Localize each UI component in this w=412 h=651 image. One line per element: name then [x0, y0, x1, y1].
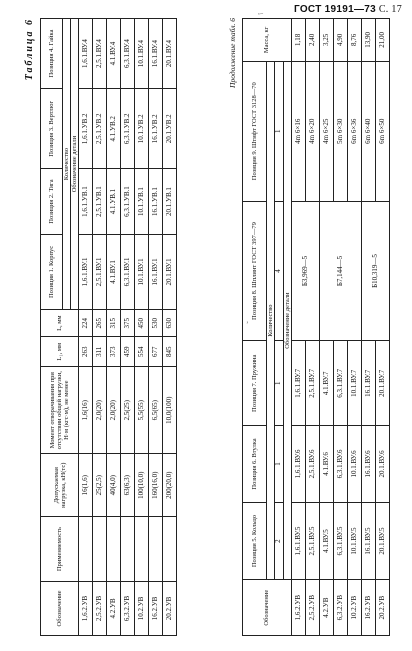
cell-pos2: 16.1.УВ.1	[149, 169, 163, 234]
rotated-table-page	[22, 16, 394, 636]
cell-pos5: 20.1.ВУ.5	[375, 502, 389, 580]
cell-pos6: 4.1.ВУ.6	[319, 426, 333, 503]
cell-pos5: 2,5.1.ВУ.5	[305, 502, 319, 580]
cell-mass: 13,90	[361, 19, 375, 62]
cell-pos5: 16.1.ВУ.5	[361, 502, 375, 580]
col-pos4: Позиция 4. Гайка	[41, 19, 63, 89]
cell-pos3: 2,5.1.УВ.2	[93, 89, 107, 169]
cell-pos1: 16.1.ВУ.1	[149, 234, 163, 310]
cell-moment: 1,6(16)	[79, 367, 93, 454]
cell-pos3: 16.1.УВ.2	[149, 89, 163, 169]
cell-pos1: 10.1.ВУ.1	[135, 234, 149, 310]
table-row	[93, 19, 107, 636]
cell-pos4: 6,3.1.ВУ.4	[121, 19, 135, 89]
col-mass: Масса, кг	[243, 19, 292, 62]
cell-l: 530	[149, 310, 163, 337]
cell-designation: 4.2.УВ	[107, 581, 121, 635]
cell-pos1: 6,3.1.ВУ.1	[121, 234, 135, 310]
cell-applicability	[121, 517, 135, 582]
cell-pos6: 1,6.1.ВУ.6	[291, 426, 305, 503]
table-row	[291, 19, 305, 636]
cell-designation: 16.2.УВ	[361, 580, 375, 636]
detail2-header: Обозначение детали	[283, 61, 291, 580]
cell-pos7: 2,5.1.ВУ.7	[305, 341, 319, 426]
scan-mark-mid: ’	[246, 320, 249, 329]
cell-pos5: 4.1.ВУ.5	[319, 502, 333, 580]
qty-pos7: 1	[275, 341, 284, 426]
cell-moment: 2,0(20)	[93, 367, 107, 454]
cell-designation: 1,6.2.УВ	[79, 581, 93, 635]
cell-pos7: 1,6.1.ВУ.7	[291, 341, 305, 426]
cell-applicability	[149, 517, 163, 582]
cell-pos6: 6,3.1.ВУ.6	[333, 426, 347, 503]
qty-pos8: 4	[275, 201, 284, 341]
cell-pos9: 4m 6×25	[319, 61, 333, 201]
cell-moment: 2,5(25)	[121, 367, 135, 454]
col-pos1: Позиция 1. Корпус	[41, 234, 63, 310]
cell-pos7: 4.1.ВУ.7	[319, 341, 333, 426]
cell-l1: 554	[135, 337, 149, 367]
cell-pos5: 6,3.1.ВУ.5	[333, 502, 347, 580]
cell-load: 40(4,0)	[107, 454, 121, 517]
cell-pos7: 6,3.1.ВУ.7	[333, 341, 347, 426]
standard-code: ГОСТ 19191—73	[294, 4, 377, 15]
col-pos9: Позиция 9. Штифт ГОСТ 3128—70	[243, 61, 267, 201]
cell-l1: 311	[93, 337, 107, 367]
cell-pos6: 10.1.ВУ.6	[347, 426, 361, 503]
scan-mark: ″˜	[258, 12, 264, 20]
continuation-label: Продолжение табл. 6	[228, 18, 237, 88]
cell-load: 25(2,5)	[93, 454, 107, 517]
cell-l: 450	[135, 310, 149, 337]
cell-applicability	[163, 517, 177, 582]
qty-pos6: 1	[275, 426, 284, 503]
cell-designation: 6,3.2.УВ	[121, 581, 135, 635]
cell-moment: 5,5(55)	[135, 367, 149, 454]
col-pos2: Позиция 2. Тяга	[41, 169, 63, 234]
qty2-header: Количество	[267, 61, 275, 580]
cell-pos4: 1,6.1.ВУ.4	[79, 19, 93, 89]
cell-pos2: 1,6.1.УВ.1	[79, 169, 93, 234]
cell-designation: 2,5.2.УВ	[93, 581, 107, 635]
table-6-part2	[242, 18, 390, 636]
cell-pos8: Б10,319—5	[361, 201, 389, 341]
cell-pos1: 1,6.1.ВУ.1	[79, 234, 93, 310]
cell-pos9: 4m 6×16	[291, 61, 305, 201]
cell-pos4: 20.1.ВУ.4	[163, 19, 177, 89]
col-pos8: Позиция 8. Шплинт ГОСТ 397—79	[243, 201, 267, 341]
table-row	[135, 19, 149, 636]
cell-designation: 16.2.УВ	[149, 581, 163, 635]
cell-pos5: 10.1.ВУ.5	[347, 502, 361, 580]
cell-pos9: 6m 6×50	[375, 61, 389, 201]
cell-load: 100(10,0)	[135, 454, 149, 517]
cell-l: 315	[107, 310, 121, 337]
col-pos5: Позиция 5. Кольцо	[243, 502, 267, 580]
cell-pos9: 6m 6×40	[361, 61, 375, 201]
cell-load: 160(16,0)	[149, 454, 163, 517]
cell-applicability	[79, 517, 93, 582]
col-pos7: Позиция 7. Пружина	[243, 341, 267, 426]
cell-load: 63(6,3)	[121, 454, 135, 517]
table-row	[79, 19, 93, 636]
cell-pos9: 5m 6×30	[333, 61, 347, 201]
col-applicability: Применяемость	[41, 517, 79, 582]
cell-designation: 20.2.УВ	[375, 580, 389, 636]
cell-moment: 6,5(65)	[149, 367, 163, 454]
cell-pos1: 2,5.1.ВУ.1	[93, 234, 107, 310]
table-row	[121, 19, 135, 636]
cell-l1: 845	[163, 337, 177, 367]
qty-pos9: 1	[275, 61, 284, 201]
col-pos3: Позиция 3. Вертлюг	[41, 89, 63, 169]
table-row	[319, 19, 333, 636]
cell-pos8: Б7,144—5	[319, 201, 361, 341]
col-l1: L₁, мм	[41, 337, 79, 367]
cell-designation: 2,5.2.УВ	[305, 580, 319, 636]
detail-header: Обозначение детали	[71, 19, 79, 310]
cell-pos6: 2,5.1.ВУ.6	[305, 426, 319, 503]
cell-load: 200(20,0)	[163, 454, 177, 517]
cell-designation: 10.2.УВ	[135, 581, 149, 635]
cell-load: 16(1,6)	[79, 454, 93, 517]
table-row	[149, 19, 163, 636]
cell-pos9: 6m 6×36	[347, 61, 361, 201]
cell-l: 375	[121, 310, 135, 337]
cell-moment: 10,0(100)	[163, 367, 177, 454]
col-load: Допускаемая нагрузка, кН(тс)	[41, 454, 79, 517]
cell-mass: 21,00	[375, 19, 389, 62]
cell-mass: 4,90	[333, 19, 347, 62]
cell-pos2: 10.1.УВ.1	[135, 169, 149, 234]
cell-pos3: 1,6.1.УВ.2	[79, 89, 93, 169]
col-moment: Момент отворачивания при отсутствии общей нагрузки, Н·м (кгс·м), не менее	[41, 367, 79, 454]
cell-pos2: 4.1.УВ.1	[107, 169, 121, 234]
cell-pos7: 16.1.ВУ.7	[361, 341, 375, 426]
cell-pos7: 10.1.ВУ.7	[347, 341, 361, 426]
cell-mass: 1,18	[291, 19, 305, 62]
cell-pos2: 20.1.УВ.1	[163, 169, 177, 234]
cell-pos2: 6,3.1.УВ.1	[121, 169, 135, 234]
page-header	[294, 4, 402, 15]
cell-mass: 8,76	[347, 19, 361, 62]
cell-pos4: 4.1.ВУ.4	[107, 19, 121, 89]
cell-l1: 459	[121, 337, 135, 367]
cell-pos3: 20.1.УВ.2	[163, 89, 177, 169]
cell-designation: 1,6.2.УВ	[291, 580, 305, 636]
cell-pos2: 2,5.1.УВ.1	[93, 169, 107, 234]
cell-l: 630	[163, 310, 177, 337]
qty-pos5: 2	[275, 502, 284, 580]
table-row	[361, 19, 375, 636]
col-l: L, мм	[41, 310, 79, 337]
cell-pos3: 4.1.УВ.2	[107, 89, 121, 169]
cell-pos4: 2,5.1.ВУ.4	[93, 19, 107, 89]
cell-pos9: 4m 6×20	[305, 61, 319, 201]
cell-pos3: 6,3.1.УВ.2	[121, 89, 135, 169]
cell-designation: 20.2.УВ	[163, 581, 177, 635]
col-pos6: Позиция 6. Втулка	[243, 426, 267, 503]
col-designation: Обозначение	[41, 581, 79, 635]
cell-pos8: Б3,969—5	[291, 201, 319, 341]
cell-l: 224	[79, 310, 93, 337]
cell-applicability	[93, 517, 107, 582]
cell-applicability	[107, 517, 121, 582]
cell-designation: 6,3.2.УВ	[333, 580, 347, 636]
cell-mass: 3,25	[319, 19, 333, 62]
cell-designation: 10.2.УВ	[347, 580, 361, 636]
table-row	[107, 19, 121, 636]
cell-pos4: 10.1.ВУ.4	[135, 19, 149, 89]
cell-pos6: 16.1.ВУ.6	[361, 426, 375, 503]
cell-pos7: 20.1.ВУ.7	[375, 341, 389, 426]
cell-designation: 4.2.УВ	[319, 580, 333, 636]
cell-pos5: 1,6.1.ВУ.5	[291, 502, 305, 580]
cell-moment: 2,0(20)	[107, 367, 121, 454]
cell-l1: 677	[149, 337, 163, 367]
table-6-part1	[40, 18, 177, 636]
cell-pos1: 20.1.ВУ.1	[163, 234, 177, 310]
table-title: Таблица 6	[24, 18, 35, 81]
page-number: С. 17	[378, 4, 402, 15]
qty-header: Количество	[63, 19, 71, 310]
col2-designation: Обозначение	[243, 580, 292, 636]
cell-l1: 263	[79, 337, 93, 367]
cell-pos6: 20.1.ВУ.6	[375, 426, 389, 503]
table-row	[163, 19, 177, 636]
cell-pos4: 16.1.ВУ.4	[149, 19, 163, 89]
cell-applicability	[135, 517, 149, 582]
cell-l: 265	[93, 310, 107, 337]
cell-pos1: 4.1.ВУ.1	[107, 234, 121, 310]
cell-mass: 2,40	[305, 19, 319, 62]
cell-pos3: 10.1.УВ.2	[135, 89, 149, 169]
cell-l1: 373	[107, 337, 121, 367]
